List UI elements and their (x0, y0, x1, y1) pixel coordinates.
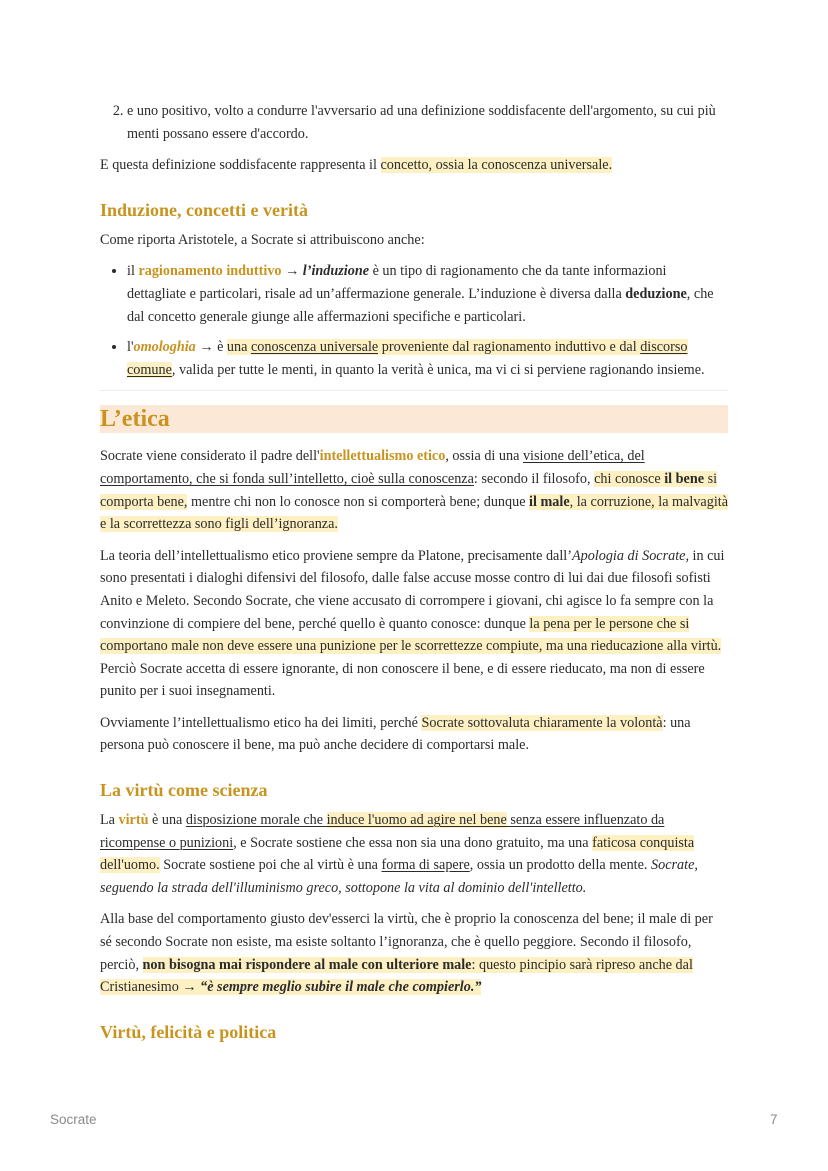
highlighted-bold-quote: “è sempre meglio subire il male che compierlo.” (200, 979, 482, 996)
heading-induzione: Induzione, concetti e verità (100, 199, 308, 220)
term-induzione: l’induzione (302, 263, 370, 280)
list-item-text: e uno positivo, volto a condurre l'avversario ad una definizione soddisfacente dell'argomento, su cui più menti possano essere d'accordo. (127, 103, 716, 142)
term-omologhia: omologhia (133, 339, 196, 356)
highlighted-text: concetto, ossia la conoscenza universale. (380, 157, 613, 174)
text-run: : una persona può conoscere il bene, ma può anche decidere di comportarsi male. (100, 714, 691, 754)
term-intellettualismo-etico: intellettualismo etico (319, 448, 446, 465)
text-run: è un tipo di ragionamento che da tante informazioni dettagliate e particolari, risale ad un’affermazione generale. L’induzione è diversa dalla (127, 263, 667, 302)
text-run: è una (148, 812, 186, 829)
highlighted-text: chi conosce (594, 470, 665, 487)
term-deduzione: deduzione (625, 285, 687, 302)
highlighted-text: una (226, 339, 251, 356)
text-run: , che dal concetto generale giunge alle affermazioni specifiche e particolari. (127, 285, 714, 325)
text-run: La teoria dell’intellettualismo etico proviene sempre da Platone, precisamente dall’ (100, 547, 572, 564)
highlighted-text: la pena per le persone che si comportano male non deve essere una punizione per le scorrettezze compiute, ma una rieducazione alla virtù. (100, 615, 722, 655)
text-run: E questa definizione soddisfacente rappresenta il (100, 157, 381, 174)
text-run: Socrate viene considerato il padre dell' (100, 448, 320, 465)
term-ragionamento-induttivo: ragionamento induttivo (138, 263, 282, 280)
text-run: in cui sono presentati i dialoghi difensivi del filosofo, dalle false accuse mosse contro di lui dai due filosofi sofisti Anito e Meleto. Secondo Socrate, che viene accusato di corrompere i giovani, chi agisce lo fa sempre con la convinzione di compiere del bene, perché quello è quanto conosce: dunque (100, 547, 725, 632)
paragraph-induzione-intro: Come riporta Aristotele, a Socrate si attribuiscono anche: (100, 231, 425, 248)
text-run: Ovviamente l’intellettualismo etico ha dei limiti, perché (100, 714, 422, 731)
text-run: : secondo il filosofo, (473, 470, 595, 487)
paragraph-concetto (100, 154, 728, 177)
text-run: Perciò Socrate accetta di essere ignorante, di non conoscere il bene, e di essere rieducato, ma non di essere punito per i suoi insegnamenti. (100, 660, 705, 700)
italic-title: Apologia di Socrate, (571, 547, 689, 564)
paragraph-etica-3 (100, 712, 728, 757)
highlighted-underlined-text: induce l'uomo ad agire nel bene (326, 812, 507, 829)
highlighted-text: Socrate sottovaluta chiaramente la volontà (421, 714, 663, 731)
highlighted-text: proveniente dal ragionamento induttivo e dal (378, 339, 641, 356)
text-run: Alla base del comportamento giusto dev'esserci la virtù, che è proprio la conoscenza del bene; il male di per sé secondo Socrate non esiste, ma esiste soltanto l’ignoranza, che è quello peggiore. Secondo il filosofo, perciò, (100, 911, 713, 973)
highlighted-text: : questo pincipio sarà ripreso anche dal Cristianesimo → (100, 956, 693, 996)
highlighted-text: si comporta bene, (100, 470, 718, 510)
paragraph-virtu-1 (100, 809, 728, 899)
underlined-text: visione dell’etica, del comportamento, che si fonda sull’intelletto, cioè sulla conoscenza (100, 448, 645, 487)
footer-page-number: 7 (770, 1112, 778, 1127)
numbered-list (100, 100, 728, 145)
underlined-text: forma di sapere (381, 857, 470, 874)
list-item (127, 100, 728, 145)
list-item-ragionamento-induttivo (127, 260, 728, 328)
section-divider (100, 390, 728, 391)
arrow-icon: → (281, 263, 303, 280)
text-run: Socrate sostiene poi che al virtù è una (159, 857, 382, 874)
footer-document-title: Socrate (50, 1112, 97, 1127)
bullet-list (100, 260, 728, 381)
highlighted-bold-text: il male (529, 493, 570, 510)
highlighted-underlined-text: discorso comune (127, 339, 688, 378)
list-item-omologhia (127, 336, 728, 381)
term-virtu: virtù (118, 812, 149, 829)
text-run: La (100, 812, 119, 829)
text-run: , ossia di una (445, 448, 523, 465)
highlighted-text: faticosa conquista dell'uomo. (100, 834, 695, 874)
text-run: il (127, 263, 139, 280)
text-run: , valida per tutte le menti, in quanto la verità è unica, ma vi ci si perviene ragionando insieme. (171, 361, 705, 378)
text-run: mentre chi non lo conosce non si comporterà bene; dunque (187, 493, 530, 510)
paragraph-virtu-2 (100, 908, 728, 998)
italic-text: Socrate, seguendo la strada dell'illuminismo greco, sottopone la vita al dominio dell'intelletto. (100, 857, 698, 896)
underlined-text: senza essere influenzato da ricompense o punizioni (100, 812, 665, 851)
text-run: , e Socrate sostiene che essa non sia una dono gratuito, ma una (233, 834, 593, 851)
text-run: l' (127, 339, 134, 356)
paragraph-etica-2 (100, 545, 728, 703)
highlighted-bold-text: non bisogna mai rispondere al male con ulteriore male (142, 956, 472, 973)
highlighted-bold-text: il bene (664, 470, 705, 487)
text-run: , ossia un prodotto della mente. (469, 857, 652, 874)
heading-etica: L’etica (100, 405, 728, 433)
paragraph-etica-1 (100, 445, 728, 535)
text-run: → è (195, 339, 227, 356)
page-content (100, 100, 728, 1051)
highlighted-underlined-text: conoscenza universale (250, 339, 379, 356)
heading-virtu-felicita-politica: Virtù, felicità e politica (100, 1021, 277, 1042)
heading-virtu-scienza: La virtù come scienza (100, 780, 268, 801)
highlighted-text: , la corruzione, la malvagità e la scorrettezza sono figli dell’ignoranza. (100, 493, 728, 533)
underlined-text: disposizione morale che (185, 812, 327, 829)
